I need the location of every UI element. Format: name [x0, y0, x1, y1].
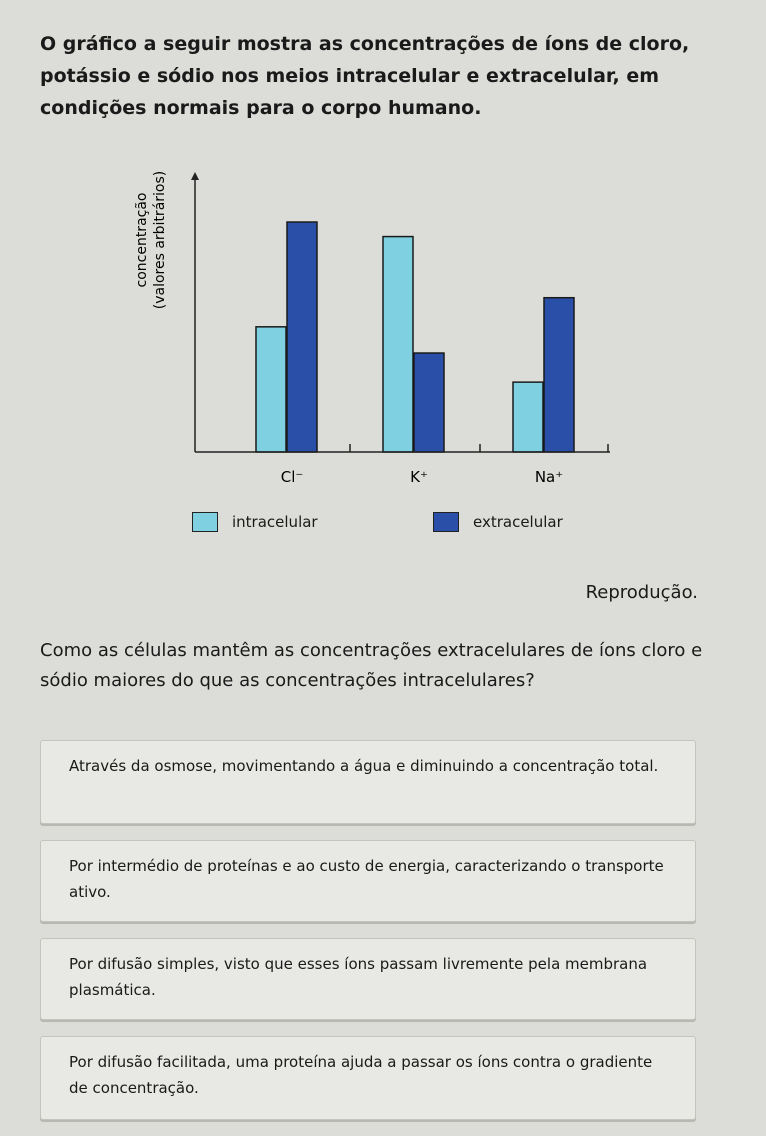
legend-swatch-intracelular: [192, 512, 218, 532]
legend-label-extracelular: extracelular: [473, 513, 563, 531]
bars-group: [256, 222, 574, 452]
legend-item-intracelular: [192, 512, 318, 532]
answer-option-2[interactable]: Por intermédio de proteínas e ao custo de energia, caracterizando o transporte ativo.: [40, 840, 696, 922]
legend-label-intracelular: intracelular: [232, 513, 318, 531]
bar-na-extracelular: [544, 298, 574, 452]
bar-na-intracelular: [513, 382, 543, 452]
answer-options: [40, 740, 696, 1136]
x-tick-label-k: K⁺: [410, 468, 428, 486]
answer-option-4[interactable]: Por difusão facilitada, uma proteína ajuda a passar os íons contra o gradiente de concentração.: [40, 1036, 696, 1120]
y-axis-label-line1: concentração: [134, 192, 150, 288]
x-tick-label-na: Na⁺: [534, 468, 564, 486]
answer-option-3[interactable]: Por difusão simples, visto que esses íons passam livremente pela membrana plasmática.: [40, 938, 696, 1020]
y-axis-arrow: [191, 172, 199, 180]
y-axis-label-line2: (valores arbitrários): [152, 170, 168, 310]
answer-option-1[interactable]: Através da osmose, movimentando a água e diminuindo a concentração total.: [40, 740, 696, 824]
image-credit: Reprodução.: [585, 582, 698, 603]
bar-k-extracelular: [414, 353, 444, 452]
intro-text: O gráfico a seguir mostra as concentrações de íons de cloro, potássio e sódio nos meios intracelular e extracelular, em condições normais para o corpo humano.: [40, 33, 690, 119]
question-text: Como as células mantêm as concentrações extracelulares de íons cloro e sódio maiores do que as concentrações intracelulares?: [40, 640, 703, 691]
legend-item-extracelular: [433, 512, 563, 532]
bar-chart: [120, 160, 620, 500]
legend-swatch-extracelular: [433, 512, 459, 532]
bar-k-intracelular: [383, 237, 413, 452]
bar-cl-extracelular: [287, 222, 317, 452]
bar-cl-intracelular: [256, 327, 286, 452]
x-tick-label-cl: Cl⁻: [280, 468, 304, 486]
